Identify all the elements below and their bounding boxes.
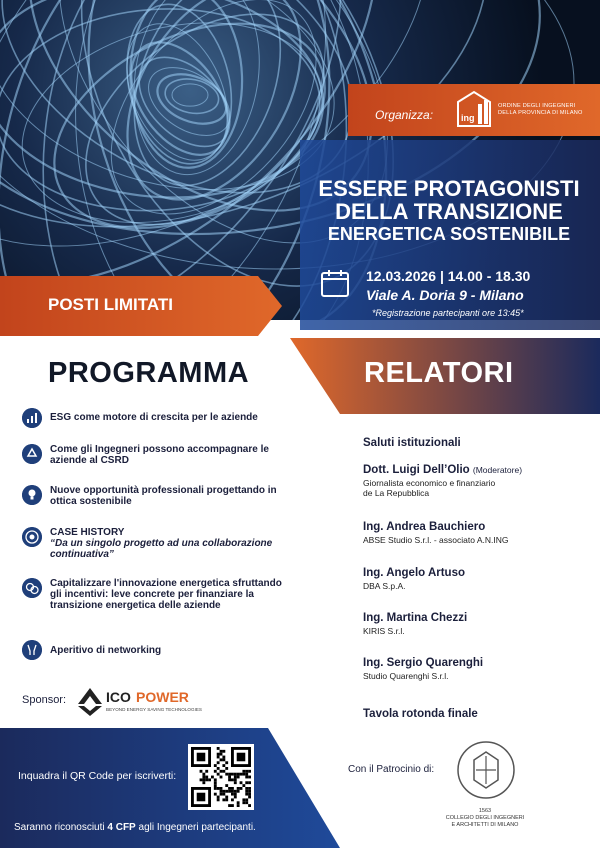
qr-module: [231, 804, 234, 807]
qr-module: [208, 778, 211, 781]
svg-text:BEYOND ENERGY SAVING TECHNOLOG: BEYOND ENERGY SAVING TECHNOLOGIES: [106, 707, 202, 712]
qr-module: [217, 773, 220, 776]
qr-module: [234, 781, 237, 784]
qr-module: [231, 790, 234, 793]
speaker-entry: Dott. Luigi Dell’Olio (Moderatore) Giornalista economico e finanziario de La Repubblica: [363, 464, 523, 498]
event-date-time: 12.03.2026 | 14.00 - 18.30: [366, 268, 531, 284]
swirl-ring: [162, 75, 221, 118]
qr-module: [234, 793, 237, 796]
qr-module: [205, 776, 208, 779]
qr-module: [228, 787, 231, 790]
qr-module: [200, 778, 203, 781]
svg-text:ICO: ICO: [106, 689, 131, 705]
qr-module: [234, 790, 237, 793]
qr-module: [205, 770, 208, 773]
qr-module: [237, 801, 240, 804]
qr-module: [245, 787, 248, 790]
qr-module: [202, 778, 205, 781]
qr-module: [225, 790, 228, 793]
sponsor-label: Sponsor:: [22, 694, 67, 706]
qr-module: [248, 776, 251, 779]
posti-limitati-label: POSTI LIMITATI: [48, 295, 173, 314]
qr-module: [225, 796, 228, 799]
qr-module: [248, 790, 251, 793]
qr-module: [228, 778, 231, 781]
qr-module: [217, 753, 220, 756]
swirl-ring: [150, 65, 233, 133]
qr-module: [220, 787, 223, 790]
qr-module: [202, 776, 205, 779]
qr-module: [248, 787, 251, 790]
qr-module: [248, 796, 251, 799]
qr-module: [217, 787, 220, 790]
collegio-seal-icon: [454, 738, 518, 802]
patrocinio-label: Con il Patrocinio di:: [348, 764, 435, 775]
qr-module: [222, 790, 225, 793]
qr-module: [214, 787, 217, 790]
qr-module: [231, 787, 234, 790]
qr-module: [225, 773, 228, 776]
qr-finder: [197, 753, 206, 762]
qr-module: [214, 793, 217, 796]
qr-module: [248, 770, 251, 773]
qr-module: [220, 753, 223, 756]
qr-module: [242, 798, 245, 801]
qr-module: [217, 747, 220, 750]
qr-finder: [237, 753, 246, 762]
qr-module: [217, 761, 220, 764]
swirl-ring: [0, 0, 327, 221]
ordine-ingegneri-logo: [454, 88, 494, 130]
qr-module: [228, 790, 231, 793]
organizza-label: Organizza:: [375, 108, 434, 122]
qr-module: [237, 804, 240, 807]
qr-module: [245, 793, 248, 796]
qr-module: [225, 784, 228, 787]
glasses-icon: [22, 640, 42, 660]
qr-module: [225, 798, 228, 801]
recycle-icon: [22, 444, 42, 464]
qr-module: [228, 804, 231, 807]
qr-module: [234, 796, 237, 799]
organizer-name: ORDINE DEGLI INGEGNERI DELLA PROVINCIA DI MILANO: [498, 103, 583, 116]
qr-label: Inquadra il QR Code per iscriverti:: [18, 770, 177, 782]
speaker-entry: Ing. Angelo Artuso DBA S.p.A.: [363, 567, 466, 591]
qr-module: [231, 798, 234, 801]
qr-module: [237, 790, 240, 793]
qr-module: [220, 793, 223, 796]
qr-module: [231, 793, 234, 796]
qr-module: [220, 770, 223, 773]
qr-module: [242, 773, 245, 776]
qr-code[interactable]: [188, 744, 254, 810]
qr-module: [220, 750, 223, 753]
programma-title: PROGRAMMA: [48, 357, 250, 389]
target-icon: [22, 527, 42, 547]
qr-module: [225, 767, 228, 770]
qr-module: [222, 756, 225, 759]
qr-module: [222, 798, 225, 801]
qr-finder: [197, 793, 206, 802]
qr-module: [245, 790, 248, 793]
coins-icon: [22, 578, 42, 598]
qr-module: [222, 758, 225, 761]
qr-module: [202, 781, 205, 784]
lightbulb-icon: [22, 485, 42, 505]
qr-module: [200, 770, 203, 773]
qr-module: [245, 776, 248, 779]
qr-module: [245, 781, 248, 784]
qr-module: [214, 778, 217, 781]
event-venue: Viale A. Doria 9 - Milano: [366, 287, 524, 303]
qr-module: [220, 790, 223, 793]
qr-module: [240, 787, 243, 790]
qr-module: [222, 750, 225, 753]
qr-module: [217, 767, 220, 770]
swirl-ring: [172, 84, 208, 106]
calendar-icon: [320, 268, 350, 298]
qr-module: [240, 781, 243, 784]
qr-module: [234, 778, 237, 781]
qr-module: [242, 801, 245, 804]
qr-module: [217, 796, 220, 799]
qr-module: [231, 778, 234, 781]
tavola-rotonda: Tavola rotonda finale: [363, 708, 478, 720]
svg-text:POWER: POWER: [136, 689, 189, 705]
qr-module: [237, 773, 240, 776]
qr-module: [214, 781, 217, 784]
qr-module: [220, 776, 223, 779]
qr-module: [248, 804, 251, 807]
chart-icon: [22, 408, 42, 428]
qr-module: [222, 764, 225, 767]
qr-module: [245, 770, 248, 773]
qr-module: [202, 773, 205, 776]
qr-module: [228, 776, 231, 779]
qr-module: [237, 776, 240, 779]
qr-module: [231, 773, 234, 776]
qr-module: [242, 784, 245, 787]
qr-module: [211, 776, 214, 779]
qr-module: [248, 781, 251, 784]
collegio-name: 1563 COLLEGIO DEGLI INGEGNERI E ARCHITETTI DI MILANO: [445, 808, 525, 828]
speaker-entry: Ing. Martina Chezzi KIRIS S.r.l.: [363, 612, 468, 636]
qr-module: [240, 773, 243, 776]
event-title: ESSERE PROTAGONISTI DELLA TRANSIZIONE ENERGETICA SOSTENIBILE: [318, 176, 580, 244]
qr-module: [205, 778, 208, 781]
svg-text:ing: ing: [461, 113, 475, 123]
qr-module: [242, 770, 245, 773]
qr-module: [217, 756, 220, 759]
qr-module: [228, 773, 231, 776]
cfp-note: Saranno riconosciuti 4 CFP agli Ingegneri partecipanti.: [14, 822, 256, 833]
qr-module: [237, 787, 240, 790]
speaker-entry: Ing. Andrea Bauchiero ABSE Studio S.r.l. - associato A.N.ING: [363, 521, 509, 545]
qr-module: [245, 773, 248, 776]
saluti-istituzionali: Saluti istituzionali: [363, 437, 461, 449]
qr-module: [245, 801, 248, 804]
qr-module: [222, 793, 225, 796]
qr-module: [245, 798, 248, 801]
registration-note: *Registrazione partecipanti ore 13:45*: [372, 308, 524, 318]
qr-module: [248, 793, 251, 796]
qr-module: [225, 761, 228, 764]
qr-module: [217, 798, 220, 801]
qr-module: [234, 776, 237, 779]
speaker-entry: Ing. Sergio Quarenghi Studio Quarenghi S.r.l.: [363, 657, 484, 681]
qr-module: [220, 758, 223, 761]
relatori-title: RELATORI: [364, 357, 514, 389]
qr-module: [214, 764, 217, 767]
qr-module: [234, 773, 237, 776]
icopower-logo: [76, 684, 226, 718]
swirl-ring: [122, 40, 246, 163]
qr-module: [214, 784, 217, 787]
qr-module: [222, 770, 225, 773]
qr-module: [214, 770, 217, 773]
